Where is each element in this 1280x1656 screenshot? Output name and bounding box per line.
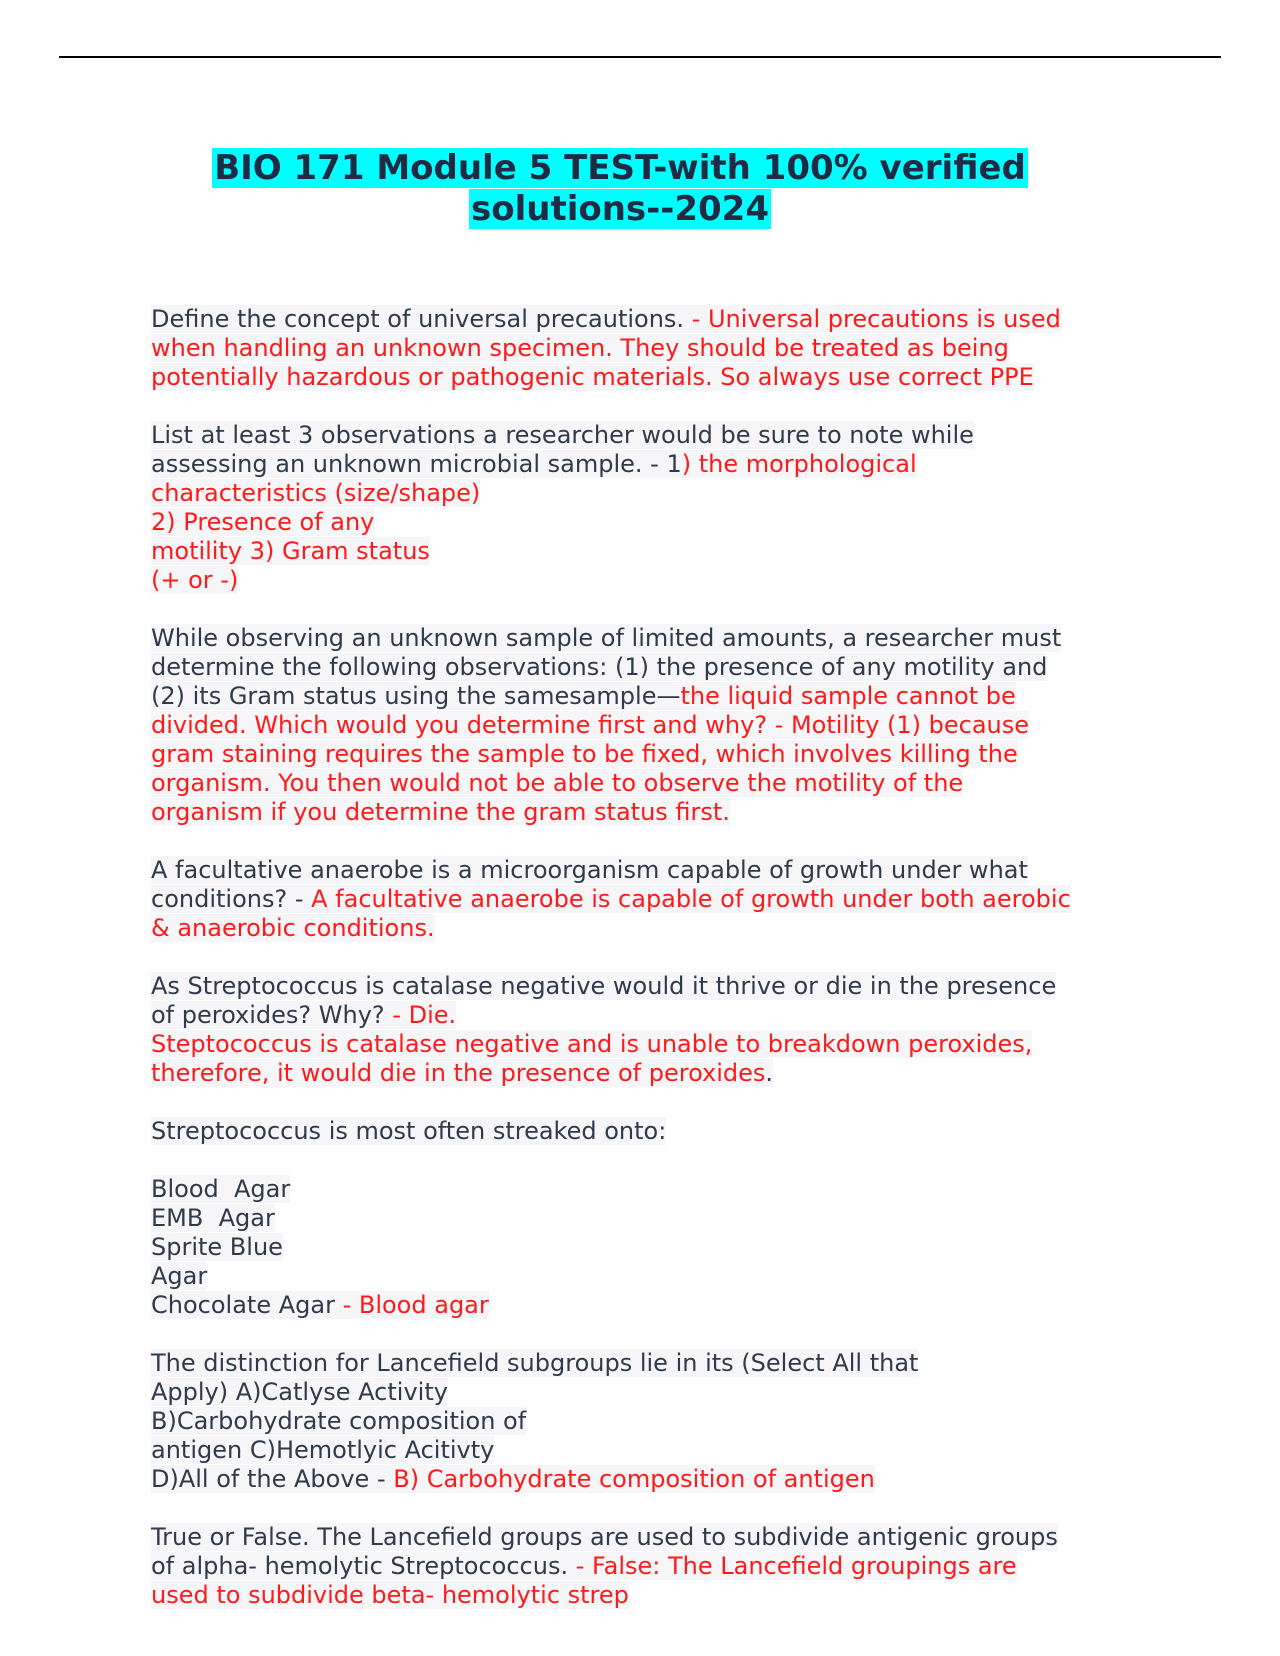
qa-line-highlight bbox=[151, 1233, 283, 1261]
answer-text: characteristics (size/shape) bbox=[151, 479, 481, 507]
qa-line bbox=[151, 1204, 1151, 1233]
question-text: A facultative anaerobe is a microorganism capable of growth under what bbox=[151, 856, 1028, 884]
qa-line-highlight bbox=[151, 1001, 456, 1029]
question-text: D)All of the Above - bbox=[151, 1465, 394, 1493]
qa-block bbox=[151, 624, 1151, 827]
answer-text: gram staining requires the sample to be fixed, which involves killing the bbox=[151, 740, 1018, 768]
qa-line-highlight bbox=[151, 711, 1029, 739]
qa-line-highlight bbox=[151, 537, 430, 565]
qa-line-highlight bbox=[151, 421, 974, 449]
question-text: Define the concept of universal precautions. bbox=[151, 305, 692, 333]
answer-text: the liquid sample cannot be bbox=[680, 682, 1016, 710]
qa-line bbox=[151, 1378, 1151, 1407]
qa-line-highlight bbox=[151, 1378, 448, 1406]
answer-text: divided. Which would you determine first and why? - Motility (1) because bbox=[151, 711, 1030, 739]
question-text: of peroxides? Why? bbox=[151, 1001, 393, 1029]
qa-line bbox=[151, 624, 1151, 653]
qa-line-highlight bbox=[151, 740, 1018, 768]
qa-line bbox=[151, 1436, 1151, 1465]
qa-line bbox=[151, 1117, 1151, 1146]
qa-line bbox=[151, 1349, 1151, 1378]
answer-text: potentially hazardous or pathogenic materials. So always use correct PPE bbox=[151, 363, 1034, 391]
question-answer-list bbox=[151, 305, 1151, 1639]
question-text: (2) its Gram status using the samesample— bbox=[151, 682, 681, 710]
answer-text: when handling an unknown specimen. They should be treated as being bbox=[151, 334, 1009, 362]
answer-text: - Blood agar bbox=[342, 1291, 489, 1319]
qa-line bbox=[151, 1233, 1151, 1262]
qa-line bbox=[151, 479, 1151, 508]
answer-text: organism. You then would not be able to observe the motility of the bbox=[151, 769, 964, 797]
question-text: Chocolate Agar bbox=[151, 1291, 343, 1319]
qa-block bbox=[151, 305, 1151, 392]
qa-block bbox=[151, 1117, 1151, 1146]
answer-text: - False: The Lancefield groupings are bbox=[575, 1552, 1017, 1580]
qa-line-highlight bbox=[151, 914, 435, 942]
answer-text: B) Carbohydrate composition of antigen bbox=[393, 1465, 875, 1493]
answer-text: therefore, it would die in the presence of peroxides bbox=[151, 1059, 766, 1087]
qa-line bbox=[151, 682, 1151, 711]
qa-line-highlight bbox=[151, 334, 1009, 362]
question-text: As Streptococcus is catalase negative would it thrive or die in the presence bbox=[151, 972, 1057, 1000]
qa-line bbox=[151, 508, 1151, 537]
qa-line-highlight bbox=[151, 1175, 290, 1203]
top-horizontal-rule bbox=[59, 56, 1221, 58]
document-title bbox=[0, 148, 1240, 230]
qa-line-highlight bbox=[151, 1523, 1058, 1551]
qa-line bbox=[151, 334, 1151, 363]
answer-text: used to subdivide beta- hemolytic strep bbox=[151, 1581, 629, 1609]
qa-line bbox=[151, 1030, 1151, 1059]
qa-line-highlight bbox=[151, 972, 1056, 1000]
question-text: . bbox=[765, 1059, 774, 1087]
qa-line-highlight bbox=[151, 1117, 666, 1145]
answer-text: - Universal precautions is used bbox=[691, 305, 1061, 333]
question-text: Apply) A)Catlyse Activity bbox=[151, 1378, 448, 1406]
qa-line bbox=[151, 421, 1151, 450]
qa-line bbox=[151, 1465, 1151, 1494]
qa-line bbox=[151, 363, 1151, 392]
qa-line-highlight bbox=[151, 856, 1028, 884]
qa-block bbox=[151, 421, 1151, 595]
qa-line-highlight bbox=[151, 885, 1071, 913]
question-text: List at least 3 observations a researcher would be sure to note while bbox=[151, 421, 974, 449]
question-text: The distinction for Lancefield subgroups lie in its (Select All that bbox=[151, 1349, 919, 1377]
qa-line bbox=[151, 769, 1151, 798]
qa-line-highlight bbox=[151, 1407, 526, 1435]
answer-text: 2) Presence of any bbox=[151, 508, 375, 536]
qa-line bbox=[151, 305, 1151, 334]
qa-line bbox=[151, 1407, 1151, 1436]
qa-line-highlight bbox=[151, 798, 730, 826]
qa-line-highlight bbox=[151, 682, 1016, 710]
qa-line-highlight bbox=[151, 1262, 207, 1290]
question-text: conditions? - bbox=[151, 885, 312, 913]
qa-line bbox=[151, 537, 1151, 566]
qa-line-highlight bbox=[151, 479, 480, 507]
qa-line-highlight bbox=[151, 769, 963, 797]
qa-line bbox=[151, 1523, 1151, 1552]
question-text: determine the following observations: (1) the presence of any motility and bbox=[151, 653, 1048, 681]
answer-text: - Die. bbox=[392, 1001, 457, 1029]
title-line-2: solutions--2024 bbox=[470, 189, 769, 229]
qa-line-highlight bbox=[151, 1349, 918, 1377]
qa-line-highlight bbox=[151, 1436, 494, 1464]
answer-text: Steptococcus is catalase negative and is unable to breakdown peroxides, bbox=[151, 1030, 1033, 1058]
qa-line-highlight bbox=[151, 653, 1047, 681]
qa-line bbox=[151, 972, 1151, 1001]
qa-line bbox=[151, 885, 1151, 914]
question-text: antigen C)Hemotlyic Acitivty bbox=[151, 1436, 495, 1464]
qa-line bbox=[151, 1175, 1151, 1204]
qa-line bbox=[151, 740, 1151, 769]
qa-line-highlight bbox=[151, 1204, 275, 1232]
qa-line bbox=[151, 1001, 1151, 1030]
question-text: Agar bbox=[151, 1262, 208, 1290]
qa-line-highlight bbox=[151, 1465, 875, 1493]
question-text: assessing an unknown microbial sample. - 1 bbox=[151, 450, 682, 478]
answer-text: motility 3) Gram status bbox=[151, 537, 430, 565]
qa-line bbox=[151, 711, 1151, 740]
question-text: of alpha- hemolytic Streptococcus. bbox=[151, 1552, 576, 1580]
answer-text: organism if you determine the gram status first. bbox=[151, 798, 730, 826]
qa-line bbox=[151, 1262, 1151, 1291]
qa-line-highlight bbox=[151, 566, 238, 594]
qa-block bbox=[151, 972, 1151, 1088]
qa-line bbox=[151, 1581, 1151, 1610]
question-text: B)Carbohydrate composition of bbox=[151, 1407, 527, 1435]
qa-line-highlight bbox=[151, 1552, 1017, 1580]
qa-line bbox=[151, 1059, 1151, 1088]
qa-line-highlight bbox=[151, 305, 1061, 333]
qa-block bbox=[151, 1349, 1151, 1494]
qa-line bbox=[151, 450, 1151, 479]
qa-line bbox=[151, 798, 1151, 827]
qa-line-highlight bbox=[151, 1581, 629, 1609]
qa-line-highlight bbox=[151, 1291, 489, 1319]
question-text: True or False. The Lancefield groups are used to subdivide antigenic groups bbox=[151, 1523, 1058, 1551]
qa-line-highlight bbox=[151, 363, 1034, 391]
qa-line bbox=[151, 1291, 1151, 1320]
qa-line-highlight bbox=[151, 1059, 773, 1087]
qa-line-highlight bbox=[151, 1030, 1032, 1058]
question-text: While observing an unknown sample of limited amounts, a researcher must bbox=[151, 624, 1062, 652]
answer-text: (+ or -) bbox=[151, 566, 239, 594]
question-text: Streptococcus is most often streaked onto: bbox=[151, 1117, 667, 1145]
answer-text: A facultative anaerobe is capable of growth under both aerobic bbox=[311, 885, 1071, 913]
qa-block bbox=[151, 1523, 1151, 1610]
question-text: Blood Agar bbox=[151, 1175, 291, 1203]
answer-text: ) the morphological bbox=[681, 450, 917, 478]
qa-line-highlight bbox=[151, 508, 374, 536]
title-line-1: BIO 171 Module 5 TEST-with 100% verified bbox=[214, 148, 1026, 188]
question-text: Sprite Blue bbox=[151, 1233, 283, 1261]
qa-line bbox=[151, 566, 1151, 595]
qa-line-highlight bbox=[151, 624, 1061, 652]
question-text: EMB Agar bbox=[151, 1204, 275, 1232]
qa-block bbox=[151, 856, 1151, 943]
qa-line bbox=[151, 653, 1151, 682]
qa-block bbox=[151, 1175, 1151, 1320]
qa-line bbox=[151, 856, 1151, 885]
answer-text: & anaerobic conditions. bbox=[151, 914, 435, 942]
qa-line-highlight bbox=[151, 450, 917, 478]
qa-line bbox=[151, 1552, 1151, 1581]
qa-line bbox=[151, 914, 1151, 943]
